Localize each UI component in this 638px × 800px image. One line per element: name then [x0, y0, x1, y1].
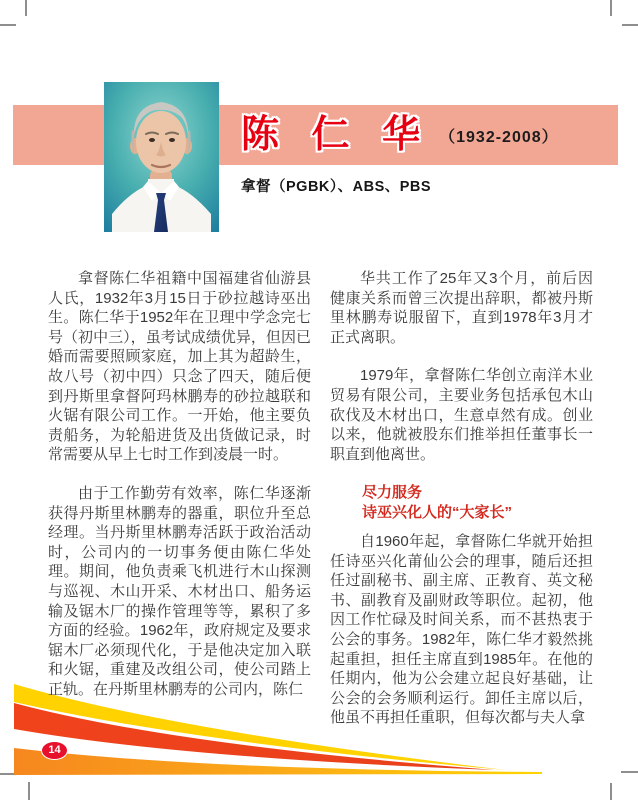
crop-mark-top-left-v: [25, 0, 27, 16]
honorific-titles: 拿督（PGBK）、ABS、PBS: [241, 179, 432, 195]
crop-mark-top-right-h: [622, 24, 638, 26]
paragraph-1: 拿督陈仁华祖籍中国福建省仙游县人氏，1932年3月15日于砂拉越诗巫出生。陈仁华于1952年在卫理中学念完七号（初中三），虽考试成绩优异，但因已婚而需要照顾家庭，加上其为超龄生，故八号（初中四）只念了四天，随后便到丹斯里拿督阿玛林鹏寿的砂拉越联和火锯有限公司工作。一开始，他主要负责船务，为轮船进货及出货做记录，时常需要从早上七时工作到凌晨一时。: [48, 270, 311, 464]
page-number: 14: [48, 744, 61, 756]
paragraph-2: 由于工作勤劳有效率，陈仁华逐渐获得丹斯里林鹏寿的器重，职位升至总经理。当丹斯里林鹏寿活跃于政治活动时，公司内的一切事务便由陈仁华处理。期间，他负责乘飞机进行木山探测与巡视、木山开采、木材出口、船务运输及锯木厂的操作管理等等，累积了多方面的经验。1962年，政府规定及要求锯木厂必须现代化，于是他决定加入联和火锯，重建及改组公司，使公司踏上正轨。在丹斯里林鹏寿的公司内，陈仁: [48, 484, 311, 698]
paragraph-3: 华共工作了25年又3个月，前后因健康关系而曾三次提出辞职，都被丹斯里林鹏寿说服留下，直到1978年3月才正式离职。: [330, 270, 593, 346]
section-heading-line2: 诗巫兴化人的“大家长”: [362, 504, 513, 522]
paragraph-5: 自1960年起，拿督陈仁华就开始担任诗巫兴化莆仙公会的理事，随后还担任过副秘书、副主席、正教育、英文秘书、副教育及副财政等职位。起初，他因工作忙碌及时间关系，而不甚热衷于公会的事务。1982年，陈仁华才毅然挑起重担，担任主席直到1985年。在他的任期内，他为公会建立起良好基础，让公会的会务顺利运行。卸任主席以后，他虽不再担任重职，但每次都与夫人拿: [330, 532, 593, 727]
life-years: （1932-2008）: [439, 128, 559, 146]
person-name: 陈 仁 华: [241, 114, 432, 156]
right-column: [330, 269, 593, 747]
portrait-photo: [104, 82, 219, 232]
section-heading: [330, 483, 593, 523]
crop-mark-top-right-v: [610, 0, 612, 16]
section-heading-line1: 尽力服务: [362, 484, 423, 502]
header-name-row: [241, 105, 559, 165]
page-number-badge: [41, 741, 68, 760]
paragraph-4: 1979年，拿督陈仁华创立南洋木业贸易有限公司，主要业务包括承包木山砍伐及木材出口，生意卓然有成。创业以来，他就被股东们推举担任董事长一职直到他离世。: [330, 367, 593, 463]
left-column: [48, 269, 311, 718]
crop-mark-top-left-h: [0, 24, 16, 26]
